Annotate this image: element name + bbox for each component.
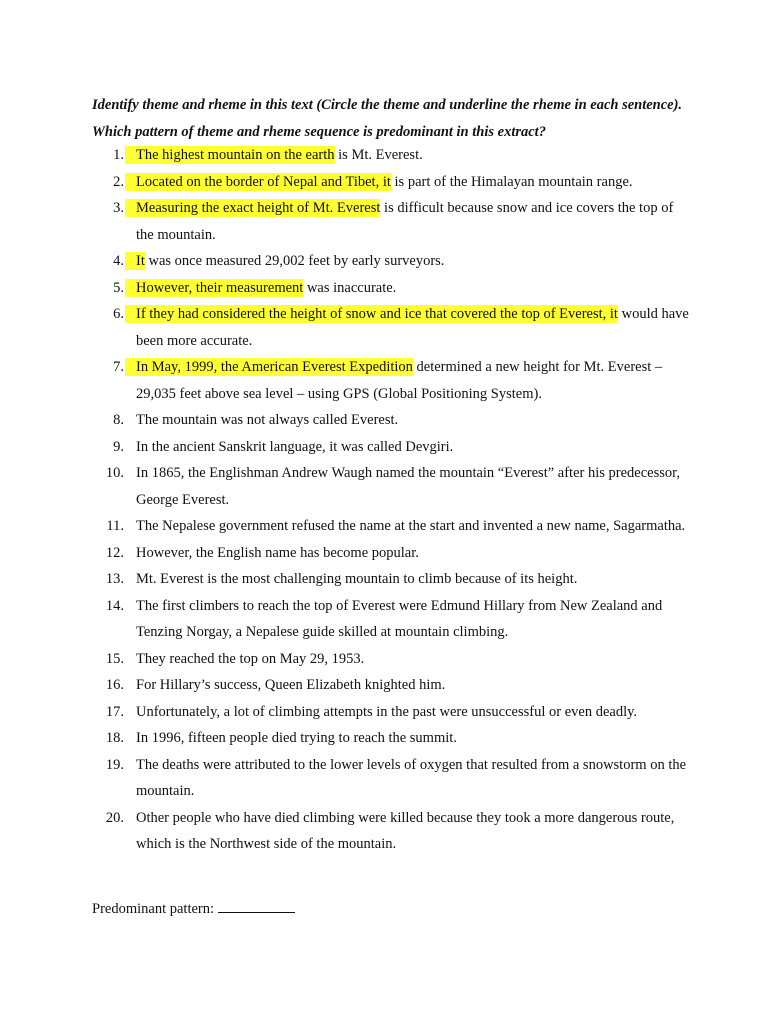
sentence-item <box>0 725 768 752</box>
sentence-number: 6. <box>113 306 124 322</box>
rheme-text: They reached the top on May 29, 1953. <box>136 650 365 667</box>
theme-highlight: Located on the border of Nepal and Tibet, it <box>125 173 391 191</box>
sentence-text <box>136 752 691 805</box>
sentence-number: 20. <box>105 809 124 826</box>
sentence-text <box>136 672 691 699</box>
sentence-number: 10. <box>105 465 124 481</box>
sentence-item <box>0 195 768 248</box>
sentence-item <box>0 699 768 726</box>
sentence-number: 19. <box>105 756 124 773</box>
rheme-text: would have been more accurate. <box>136 306 689 349</box>
sentence-number: 8. <box>113 412 124 428</box>
theme-highlight: If they had considered the height of snow and ice that covered the top of Everest, it <box>125 305 618 323</box>
rheme-text: Unfortunately, a lot of climbing attempts in the past were unsuccessful or even deadly. <box>136 703 638 720</box>
sentence-text <box>136 354 691 407</box>
sentence-number: 15. <box>105 650 124 667</box>
sentence-item <box>0 540 768 567</box>
rheme-text: is Mt. Everest. <box>334 147 423 163</box>
theme-highlight: However, their measurement <box>125 279 303 297</box>
sentence-text <box>136 434 691 461</box>
sentence-number: 12. <box>105 544 124 561</box>
rheme-text: The deaths were attributed to the lower levels of oxygen that resulted from a snowstorm on the mountain. <box>136 756 687 799</box>
sentence-text <box>136 805 691 858</box>
sentence-item <box>0 275 768 302</box>
sentence-text <box>136 646 691 673</box>
sentence-text <box>136 248 691 275</box>
sentence-number: 2. <box>113 173 124 190</box>
sentence-text <box>136 699 691 726</box>
theme-highlight: It <box>125 252 145 270</box>
sentence-number: 7. <box>113 359 124 375</box>
sentence-text <box>136 460 691 513</box>
rheme-text: For Hillary’s success, Queen Elizabeth knighted him. <box>136 677 446 693</box>
sentence-text <box>136 725 691 752</box>
predominant-pattern-line <box>92 896 295 923</box>
rheme-text: The mountain was not always called Everest. <box>136 412 399 428</box>
sentence-item <box>0 407 768 434</box>
sentence-text <box>136 142 691 169</box>
rheme-text: In 1865, the Englishman Andrew Waugh named the mountain “Everest” after his predecessor, George Everest. <box>136 465 680 508</box>
sentence-item <box>0 434 768 461</box>
rheme-text: is difficult because snow and ice covers the top of the mountain. <box>136 200 674 243</box>
theme-highlight: Measuring the exact height of Mt. Everest <box>125 199 380 217</box>
sentence-item <box>0 460 768 513</box>
sentence-item <box>0 513 768 540</box>
sentence-list <box>0 142 768 858</box>
rheme-text: was inaccurate. <box>303 279 397 296</box>
sentence-text <box>136 275 691 302</box>
sentence-text <box>136 566 691 593</box>
rheme-text: Other people who have died climbing were killed because they took a more dangerous route, which is the Northwest side of the mountain. <box>136 809 675 852</box>
instructions: Identify theme and rheme in this text (Circle the theme and underline the rheme in each sentence). Which pattern of theme and rheme sequence is predominant in this extract? <box>92 97 683 140</box>
rheme-text: In the ancient Sanskrit language, it was called Devgiri. <box>136 438 454 455</box>
answer-blank[interactable] <box>218 898 295 913</box>
sentence-text <box>136 169 691 196</box>
sentence-number: 3. <box>113 200 124 216</box>
sentence-item <box>0 805 768 858</box>
predominant-pattern-label: Predominant pattern: <box>92 901 215 917</box>
sentence-number: 4. <box>113 253 124 269</box>
sentence-item <box>0 593 768 646</box>
sentence-number: 5. <box>113 279 124 296</box>
rheme-text: determined a new height for Mt. Everest – 29,035 feet above sea level – using GPS (Global Positioning System). <box>136 359 663 402</box>
sentence-number: 1. <box>113 147 124 163</box>
sentence-text <box>136 593 691 646</box>
sentence-item <box>0 566 768 593</box>
sentence-item <box>0 142 768 169</box>
theme-highlight: The highest mountain on the earth <box>125 146 335 164</box>
sentence-item <box>0 248 768 275</box>
rheme-text: However, the English name has become popular. <box>136 544 419 561</box>
sentence-text <box>136 407 691 434</box>
rheme-text: Mt. Everest is the most challenging mountain to climb because of its height. <box>136 571 578 587</box>
sentence-number: 18. <box>105 730 124 746</box>
sentence-text <box>136 513 691 540</box>
sentence-text <box>136 540 691 567</box>
sentence-text <box>136 195 691 248</box>
rheme-text: The first climbers to reach the top of Everest were Edmund Hillary from New Zealand and Tenzing Norgay, a Nepalese guide skilled at mountain climbing. <box>136 597 663 640</box>
sentence-item <box>0 646 768 673</box>
sentence-number: 16. <box>105 677 124 693</box>
sentence-item <box>0 752 768 805</box>
sentence-text <box>136 301 691 354</box>
sentence-number: 13. <box>105 571 124 587</box>
rheme-text: is part of the Himalayan mountain range. <box>390 173 633 190</box>
sentence-item <box>0 301 768 354</box>
sentence-number: 14. <box>105 597 124 614</box>
sentence-item <box>0 169 768 196</box>
sentence-item <box>0 672 768 699</box>
rheme-text: The Nepalese government refused the name at the start and invented a new name, Sagarmatha. <box>136 518 686 534</box>
sentence-item <box>0 354 768 407</box>
sentence-number: 9. <box>113 438 124 455</box>
rheme-text: In 1996, fifteen people died trying to reach the summit. <box>136 730 457 746</box>
sentence-number: 11. <box>106 518 124 534</box>
rheme-text: was once measured 29,002 feet by early surveyors. <box>144 253 445 269</box>
theme-highlight: In May, 1999, the American Everest Expedition <box>125 358 413 376</box>
sentence-number: 17. <box>105 703 124 720</box>
